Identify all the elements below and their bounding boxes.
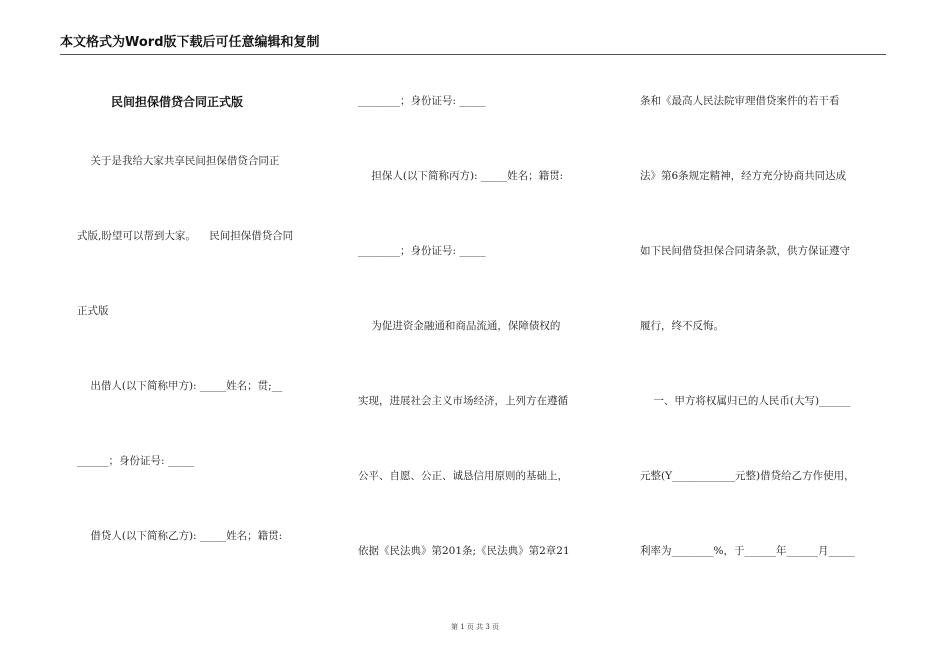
text-line: 为促进资金融通和商品流通，保障债权的 — [358, 320, 561, 332]
text-line: 式版,盼望可以帮到大家。 民间担保借贷合同 — [77, 230, 294, 242]
text-line: 利率为________%，于______年______月_____ — [640, 545, 855, 557]
text-column-3 — [640, 0, 895, 620]
text-column-2 — [358, 0, 608, 620]
page-number: 第 1 页 共 3 页 — [450, 623, 500, 631]
text-line: 公平、自愿、公正、诚恳信用原则的基础上， — [358, 470, 568, 482]
text-line: 借贷人(以下简称乙方): _____姓名；籍贯: — [77, 530, 283, 542]
text-line: 关于是我给大家共享民间担保借贷合同正 — [77, 155, 280, 167]
page-footer — [0, 622, 950, 632]
text-line: 一、甲方将权属归已的人民币(大写)______ — [640, 395, 851, 407]
header-title: 本文格式为Word版下载后可任意编辑和复制 — [60, 35, 320, 50]
text-line: ______；身份证号: _____ — [77, 455, 195, 467]
text-line: 如下民间借贷担保合同请条款，供方保证遵守 — [640, 245, 850, 257]
text-line: 正式版 — [77, 305, 109, 317]
text-line: ________；身份证号: _____ — [358, 245, 486, 257]
text-line: 出借人(以下简称甲方): _____姓名；贯;__ — [77, 380, 283, 392]
text-line: 条和《最高人民法院审理借贷案件的若干看 — [640, 95, 840, 107]
document-title: 民间担保借贷合同正式版 — [111, 95, 244, 109]
text-line: ________；身份证号: _____ — [358, 95, 486, 107]
text-line: 依据《民法典》第201条;《民法典》第2章21 — [358, 545, 570, 557]
text-line: 担保人(以下简称丙方): _____姓名；籍贯: — [358, 170, 564, 182]
text-line: 元整(Y____________元整)借贷给乙方作使用， — [640, 470, 855, 482]
text-line: 实现，进展社会主义市场经济，上列方在遵循 — [358, 395, 568, 407]
text-column-1 — [77, 0, 327, 620]
text-line: 履行，终不反悔。 — [640, 320, 724, 332]
text-line: 法》第6条规定精神，经方充分协商共同达成 — [640, 170, 847, 182]
